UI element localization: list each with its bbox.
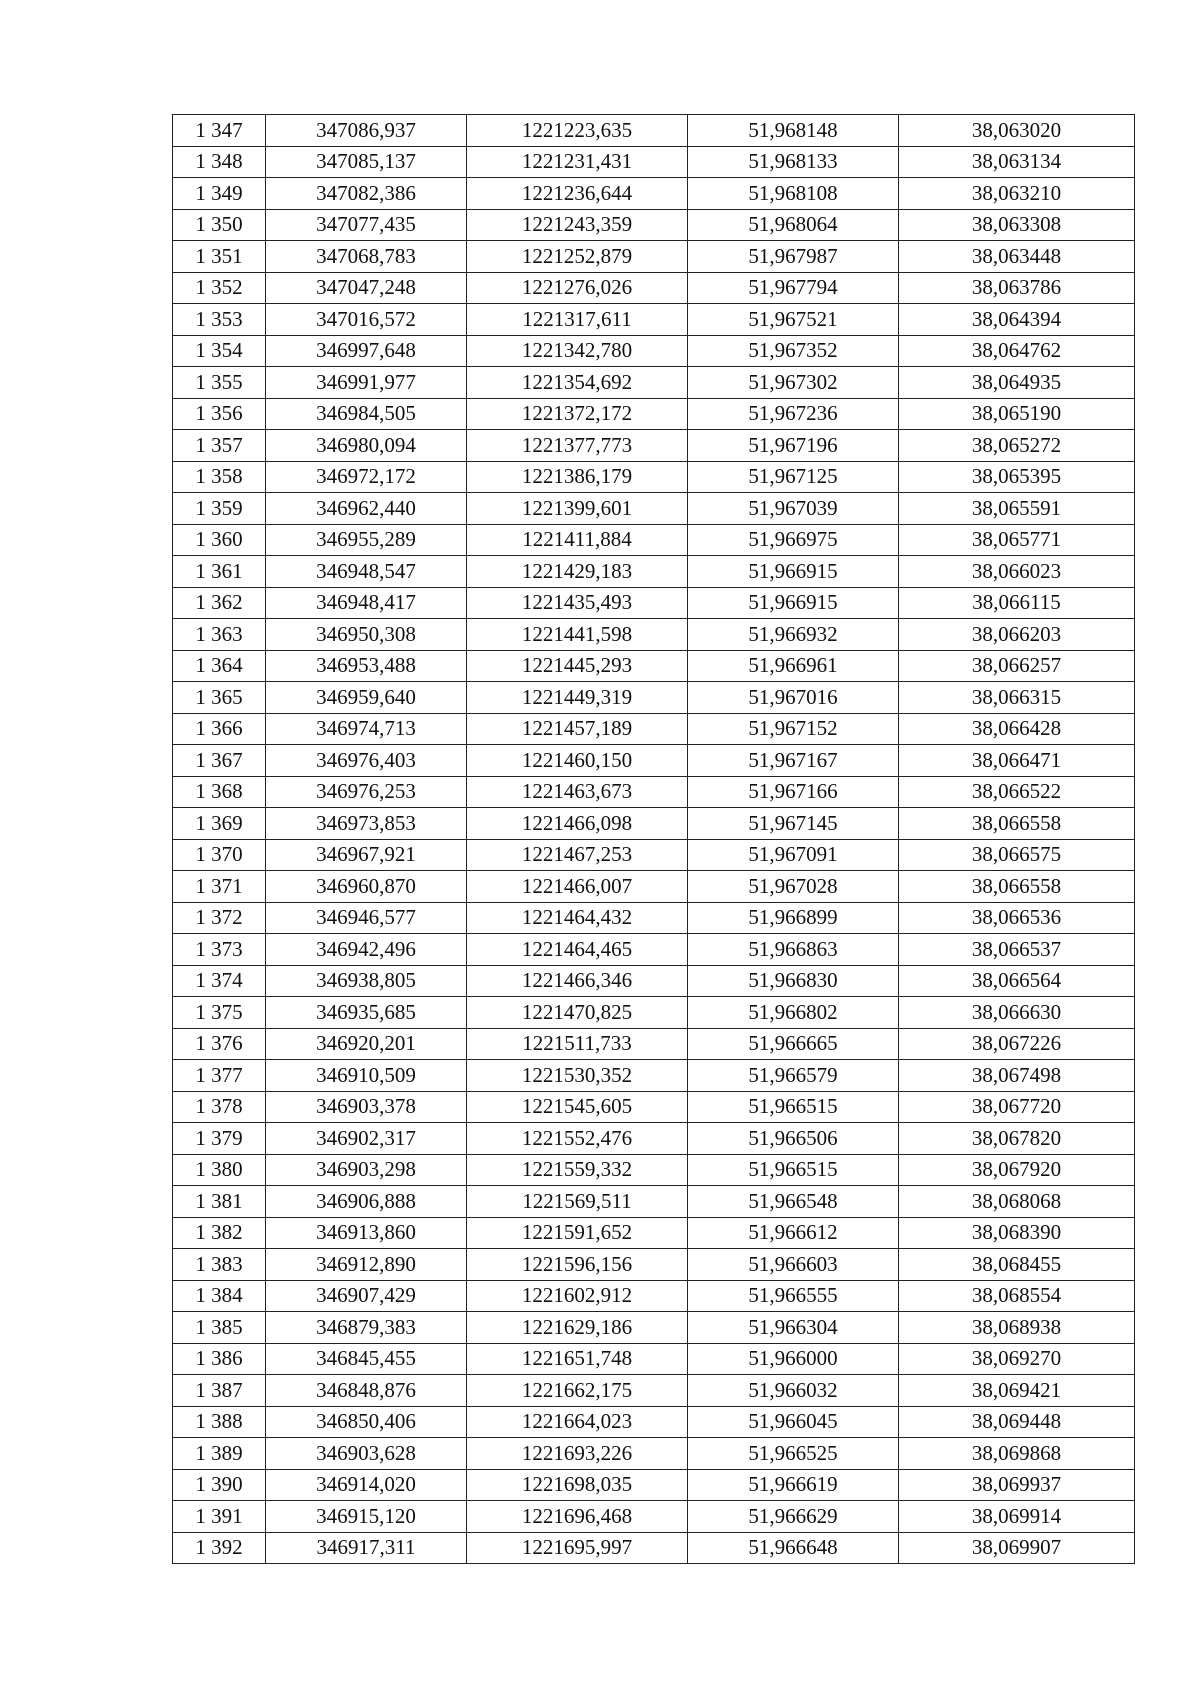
- table-row: [173, 713, 1135, 745]
- table-row: [173, 650, 1135, 682]
- point-number-cell: 1 388: [173, 1406, 266, 1438]
- point-number-cell: 1 363: [173, 619, 266, 651]
- table-row: [173, 335, 1135, 367]
- latitude-cell: 51,966304: [688, 1312, 899, 1344]
- x-coordinate-cell: 346984,505: [266, 398, 467, 430]
- x-coordinate-cell: 346950,308: [266, 619, 467, 651]
- longitude-cell: 38,068390: [899, 1217, 1135, 1249]
- x-coordinate-cell: 346959,640: [266, 682, 467, 714]
- latitude-cell: 51,967091: [688, 839, 899, 871]
- longitude-cell: 38,069914: [899, 1501, 1135, 1533]
- y-coordinate-cell: 1221223,635: [467, 115, 688, 147]
- longitude-cell: 38,068938: [899, 1312, 1135, 1344]
- table-row: [173, 619, 1135, 651]
- point-number-cell: 1 355: [173, 367, 266, 399]
- latitude-cell: 51,966032: [688, 1375, 899, 1407]
- x-coordinate-cell: 346906,888: [266, 1186, 467, 1218]
- table-row: [173, 1501, 1135, 1533]
- longitude-cell: 38,066522: [899, 776, 1135, 808]
- x-coordinate-cell: 346903,298: [266, 1154, 467, 1186]
- y-coordinate-cell: 1221243,359: [467, 209, 688, 241]
- table-row: [173, 556, 1135, 588]
- point-number-cell: 1 347: [173, 115, 266, 147]
- table-row: [173, 808, 1135, 840]
- y-coordinate-cell: 1221252,879: [467, 241, 688, 273]
- latitude-cell: 51,966603: [688, 1249, 899, 1281]
- y-coordinate-cell: 1221662,175: [467, 1375, 688, 1407]
- latitude-cell: 51,966000: [688, 1343, 899, 1375]
- y-coordinate-cell: 1221276,026: [467, 272, 688, 304]
- point-number-cell: 1 359: [173, 493, 266, 525]
- x-coordinate-cell: 346976,403: [266, 745, 467, 777]
- y-coordinate-cell: 1221596,156: [467, 1249, 688, 1281]
- longitude-cell: 38,069270: [899, 1343, 1135, 1375]
- x-coordinate-cell: 346976,253: [266, 776, 467, 808]
- y-coordinate-cell: 1221467,253: [467, 839, 688, 871]
- latitude-cell: 51,967352: [688, 335, 899, 367]
- table-row: [173, 1312, 1135, 1344]
- latitude-cell: 51,968108: [688, 178, 899, 210]
- longitude-cell: 38,063308: [899, 209, 1135, 241]
- latitude-cell: 51,967794: [688, 272, 899, 304]
- point-number-cell: 1 360: [173, 524, 266, 556]
- table-row: [173, 587, 1135, 619]
- longitude-cell: 38,066428: [899, 713, 1135, 745]
- x-coordinate-cell: 346962,440: [266, 493, 467, 525]
- point-number-cell: 1 384: [173, 1280, 266, 1312]
- table-row: [173, 398, 1135, 430]
- longitude-cell: 38,067226: [899, 1028, 1135, 1060]
- table-row: [173, 871, 1135, 903]
- latitude-cell: 51,966648: [688, 1532, 899, 1564]
- x-coordinate-cell: 346942,496: [266, 934, 467, 966]
- y-coordinate-cell: 1221696,468: [467, 1501, 688, 1533]
- latitude-cell: 51,966555: [688, 1280, 899, 1312]
- table-row: [173, 493, 1135, 525]
- point-number-cell: 1 390: [173, 1469, 266, 1501]
- x-coordinate-cell: 346948,547: [266, 556, 467, 588]
- point-number-cell: 1 370: [173, 839, 266, 871]
- latitude-cell: 51,967302: [688, 367, 899, 399]
- longitude-cell: 38,063210: [899, 178, 1135, 210]
- x-coordinate-cell: 346946,577: [266, 902, 467, 934]
- latitude-cell: 51,967152: [688, 713, 899, 745]
- coordinates-table: [172, 114, 1135, 1564]
- y-coordinate-cell: 1221466,346: [467, 965, 688, 997]
- latitude-cell: 51,967016: [688, 682, 899, 714]
- y-coordinate-cell: 1221354,692: [467, 367, 688, 399]
- y-coordinate-cell: 1221466,007: [467, 871, 688, 903]
- table-row: [173, 1375, 1135, 1407]
- point-number-cell: 1 352: [173, 272, 266, 304]
- point-number-cell: 1 368: [173, 776, 266, 808]
- latitude-cell: 51,966045: [688, 1406, 899, 1438]
- point-number-cell: 1 386: [173, 1343, 266, 1375]
- point-number-cell: 1 371: [173, 871, 266, 903]
- x-coordinate-cell: 346980,094: [266, 430, 467, 462]
- x-coordinate-cell: 346960,870: [266, 871, 467, 903]
- longitude-cell: 38,064762: [899, 335, 1135, 367]
- point-number-cell: 1 353: [173, 304, 266, 336]
- y-coordinate-cell: 1221602,912: [467, 1280, 688, 1312]
- longitude-cell: 38,066023: [899, 556, 1135, 588]
- longitude-cell: 38,066630: [899, 997, 1135, 1029]
- x-coordinate-cell: 346948,417: [266, 587, 467, 619]
- latitude-cell: 51,966548: [688, 1186, 899, 1218]
- y-coordinate-cell: 1221399,601: [467, 493, 688, 525]
- x-coordinate-cell: 346997,648: [266, 335, 467, 367]
- latitude-cell: 51,967236: [688, 398, 899, 430]
- x-coordinate-cell: 346953,488: [266, 650, 467, 682]
- y-coordinate-cell: 1221698,035: [467, 1469, 688, 1501]
- longitude-cell: 38,065190: [899, 398, 1135, 430]
- point-number-cell: 1 351: [173, 241, 266, 273]
- x-coordinate-cell: 347068,783: [266, 241, 467, 273]
- point-number-cell: 1 358: [173, 461, 266, 493]
- y-coordinate-cell: 1221317,611: [467, 304, 688, 336]
- table-row: [173, 524, 1135, 556]
- y-coordinate-cell: 1221429,183: [467, 556, 688, 588]
- table-row: [173, 1249, 1135, 1281]
- table-row: [173, 839, 1135, 871]
- longitude-cell: 38,068455: [899, 1249, 1135, 1281]
- latitude-cell: 51,968133: [688, 146, 899, 178]
- point-number-cell: 1 375: [173, 997, 266, 1029]
- y-coordinate-cell: 1221530,352: [467, 1060, 688, 1092]
- y-coordinate-cell: 1221470,825: [467, 997, 688, 1029]
- x-coordinate-cell: 346972,172: [266, 461, 467, 493]
- point-number-cell: 1 366: [173, 713, 266, 745]
- x-coordinate-cell: 346903,628: [266, 1438, 467, 1470]
- x-coordinate-cell: 346967,921: [266, 839, 467, 871]
- table-row: [173, 1469, 1135, 1501]
- latitude-cell: 51,966915: [688, 556, 899, 588]
- x-coordinate-cell: 347016,572: [266, 304, 467, 336]
- x-coordinate-cell: 346955,289: [266, 524, 467, 556]
- latitude-cell: 51,966515: [688, 1091, 899, 1123]
- longitude-cell: 38,063448: [899, 241, 1135, 273]
- y-coordinate-cell: 1221464,432: [467, 902, 688, 934]
- point-number-cell: 1 374: [173, 965, 266, 997]
- table-row: [173, 146, 1135, 178]
- longitude-cell: 38,064394: [899, 304, 1135, 336]
- longitude-cell: 38,066564: [899, 965, 1135, 997]
- x-coordinate-cell: 346850,406: [266, 1406, 467, 1438]
- point-number-cell: 1 376: [173, 1028, 266, 1060]
- table-row: [173, 1091, 1135, 1123]
- point-number-cell: 1 380: [173, 1154, 266, 1186]
- y-coordinate-cell: 1221511,733: [467, 1028, 688, 1060]
- x-coordinate-cell: 347085,137: [266, 146, 467, 178]
- longitude-cell: 38,065771: [899, 524, 1135, 556]
- latitude-cell: 51,966802: [688, 997, 899, 1029]
- point-number-cell: 1 367: [173, 745, 266, 777]
- point-number-cell: 1 389: [173, 1438, 266, 1470]
- x-coordinate-cell: 346879,383: [266, 1312, 467, 1344]
- y-coordinate-cell: 1221460,150: [467, 745, 688, 777]
- latitude-cell: 51,967166: [688, 776, 899, 808]
- table-row: [173, 776, 1135, 808]
- point-number-cell: 1 356: [173, 398, 266, 430]
- y-coordinate-cell: 1221445,293: [467, 650, 688, 682]
- longitude-cell: 38,069448: [899, 1406, 1135, 1438]
- x-coordinate-cell: 346907,429: [266, 1280, 467, 1312]
- longitude-cell: 38,067720: [899, 1091, 1135, 1123]
- table-row: [173, 1532, 1135, 1564]
- longitude-cell: 38,063020: [899, 115, 1135, 147]
- table-row: [173, 997, 1135, 1029]
- longitude-cell: 38,066471: [899, 745, 1135, 777]
- longitude-cell: 38,066558: [899, 808, 1135, 840]
- x-coordinate-cell: 346920,201: [266, 1028, 467, 1060]
- longitude-cell: 38,065272: [899, 430, 1135, 462]
- table-row: [173, 1406, 1135, 1438]
- y-coordinate-cell: 1221464,465: [467, 934, 688, 966]
- latitude-cell: 51,966915: [688, 587, 899, 619]
- x-coordinate-cell: 346903,378: [266, 1091, 467, 1123]
- longitude-cell: 38,066257: [899, 650, 1135, 682]
- table-row: [173, 461, 1135, 493]
- x-coordinate-cell: 346902,317: [266, 1123, 467, 1155]
- longitude-cell: 38,068554: [899, 1280, 1135, 1312]
- y-coordinate-cell: 1221342,780: [467, 335, 688, 367]
- table-row: [173, 178, 1135, 210]
- y-coordinate-cell: 1221591,652: [467, 1217, 688, 1249]
- point-number-cell: 1 365: [173, 682, 266, 714]
- x-coordinate-cell: 346912,890: [266, 1249, 467, 1281]
- y-coordinate-cell: 1221449,319: [467, 682, 688, 714]
- table-row: [173, 304, 1135, 336]
- coordinates-table-body: [173, 115, 1135, 1564]
- point-number-cell: 1 362: [173, 587, 266, 619]
- latitude-cell: 51,967196: [688, 430, 899, 462]
- point-number-cell: 1 373: [173, 934, 266, 966]
- point-number-cell: 1 378: [173, 1091, 266, 1123]
- x-coordinate-cell: 346974,713: [266, 713, 467, 745]
- x-coordinate-cell: 346973,853: [266, 808, 467, 840]
- point-number-cell: 1 369: [173, 808, 266, 840]
- longitude-cell: 38,063786: [899, 272, 1135, 304]
- y-coordinate-cell: 1221466,098: [467, 808, 688, 840]
- point-number-cell: 1 357: [173, 430, 266, 462]
- x-coordinate-cell: 346848,876: [266, 1375, 467, 1407]
- table-row: [173, 745, 1135, 777]
- table-row: [173, 1060, 1135, 1092]
- table-row: [173, 367, 1135, 399]
- table-row: [173, 1186, 1135, 1218]
- longitude-cell: 38,063134: [899, 146, 1135, 178]
- longitude-cell: 38,065395: [899, 461, 1135, 493]
- table-row: [173, 934, 1135, 966]
- table-row: [173, 430, 1135, 462]
- latitude-cell: 51,968064: [688, 209, 899, 241]
- latitude-cell: 51,967521: [688, 304, 899, 336]
- latitude-cell: 51,966863: [688, 934, 899, 966]
- latitude-cell: 51,966899: [688, 902, 899, 934]
- table-row: [173, 1217, 1135, 1249]
- latitude-cell: 51,966932: [688, 619, 899, 651]
- table-row: [173, 902, 1135, 934]
- latitude-cell: 51,966579: [688, 1060, 899, 1092]
- table-row: [173, 1280, 1135, 1312]
- latitude-cell: 51,966515: [688, 1154, 899, 1186]
- latitude-cell: 51,966665: [688, 1028, 899, 1060]
- x-coordinate-cell: 346910,509: [266, 1060, 467, 1092]
- x-coordinate-cell: 346913,860: [266, 1217, 467, 1249]
- y-coordinate-cell: 1221372,172: [467, 398, 688, 430]
- y-coordinate-cell: 1221569,511: [467, 1186, 688, 1218]
- latitude-cell: 51,968148: [688, 115, 899, 147]
- x-coordinate-cell: 346914,020: [266, 1469, 467, 1501]
- point-number-cell: 1 354: [173, 335, 266, 367]
- point-number-cell: 1 383: [173, 1249, 266, 1281]
- point-number-cell: 1 387: [173, 1375, 266, 1407]
- longitude-cell: 38,068068: [899, 1186, 1135, 1218]
- table-row: [173, 1154, 1135, 1186]
- longitude-cell: 38,069907: [899, 1532, 1135, 1564]
- y-coordinate-cell: 1221552,476: [467, 1123, 688, 1155]
- point-number-cell: 1 348: [173, 146, 266, 178]
- latitude-cell: 51,967145: [688, 808, 899, 840]
- y-coordinate-cell: 1221377,773: [467, 430, 688, 462]
- y-coordinate-cell: 1221435,493: [467, 587, 688, 619]
- y-coordinate-cell: 1221386,179: [467, 461, 688, 493]
- table-row: [173, 1123, 1135, 1155]
- x-coordinate-cell: 347082,386: [266, 178, 467, 210]
- latitude-cell: 51,967167: [688, 745, 899, 777]
- longitude-cell: 38,064935: [899, 367, 1135, 399]
- latitude-cell: 51,967028: [688, 871, 899, 903]
- table-row: [173, 682, 1135, 714]
- latitude-cell: 51,966612: [688, 1217, 899, 1249]
- latitude-cell: 51,967039: [688, 493, 899, 525]
- longitude-cell: 38,069937: [899, 1469, 1135, 1501]
- y-coordinate-cell: 1221441,598: [467, 619, 688, 651]
- longitude-cell: 38,066536: [899, 902, 1135, 934]
- x-coordinate-cell: 346845,455: [266, 1343, 467, 1375]
- x-coordinate-cell: 346915,120: [266, 1501, 467, 1533]
- x-coordinate-cell: 346938,805: [266, 965, 467, 997]
- y-coordinate-cell: 1221545,605: [467, 1091, 688, 1123]
- x-coordinate-cell: 347077,435: [266, 209, 467, 241]
- y-coordinate-cell: 1221629,186: [467, 1312, 688, 1344]
- point-number-cell: 1 379: [173, 1123, 266, 1155]
- point-number-cell: 1 382: [173, 1217, 266, 1249]
- latitude-cell: 51,966975: [688, 524, 899, 556]
- longitude-cell: 38,069421: [899, 1375, 1135, 1407]
- longitude-cell: 38,066558: [899, 871, 1135, 903]
- point-number-cell: 1 372: [173, 902, 266, 934]
- point-number-cell: 1 364: [173, 650, 266, 682]
- y-coordinate-cell: 1221457,189: [467, 713, 688, 745]
- longitude-cell: 38,066115: [899, 587, 1135, 619]
- x-coordinate-cell: 347086,937: [266, 115, 467, 147]
- y-coordinate-cell: 1221463,673: [467, 776, 688, 808]
- point-number-cell: 1 381: [173, 1186, 266, 1218]
- latitude-cell: 51,966525: [688, 1438, 899, 1470]
- longitude-cell: 38,066315: [899, 682, 1135, 714]
- point-number-cell: 1 391: [173, 1501, 266, 1533]
- table-row: [173, 115, 1135, 147]
- table-row: [173, 241, 1135, 273]
- latitude-cell: 51,966961: [688, 650, 899, 682]
- table-row: [173, 272, 1135, 304]
- y-coordinate-cell: 1221411,884: [467, 524, 688, 556]
- y-coordinate-cell: 1221695,997: [467, 1532, 688, 1564]
- x-coordinate-cell: 346991,977: [266, 367, 467, 399]
- point-number-cell: 1 385: [173, 1312, 266, 1344]
- x-coordinate-cell: 346935,685: [266, 997, 467, 1029]
- longitude-cell: 38,067920: [899, 1154, 1135, 1186]
- longitude-cell: 38,066537: [899, 934, 1135, 966]
- longitude-cell: 38,067498: [899, 1060, 1135, 1092]
- point-number-cell: 1 361: [173, 556, 266, 588]
- table-row: [173, 965, 1135, 997]
- latitude-cell: 51,966619: [688, 1469, 899, 1501]
- longitude-cell: 38,069868: [899, 1438, 1135, 1470]
- longitude-cell: 38,065591: [899, 493, 1135, 525]
- point-number-cell: 1 350: [173, 209, 266, 241]
- x-coordinate-cell: 346917,311: [266, 1532, 467, 1564]
- point-number-cell: 1 349: [173, 178, 266, 210]
- y-coordinate-cell: 1221693,226: [467, 1438, 688, 1470]
- point-number-cell: 1 377: [173, 1060, 266, 1092]
- latitude-cell: 51,966830: [688, 965, 899, 997]
- point-number-cell: 1 392: [173, 1532, 266, 1564]
- y-coordinate-cell: 1221559,332: [467, 1154, 688, 1186]
- longitude-cell: 38,066203: [899, 619, 1135, 651]
- y-coordinate-cell: 1221651,748: [467, 1343, 688, 1375]
- latitude-cell: 51,966629: [688, 1501, 899, 1533]
- longitude-cell: 38,067820: [899, 1123, 1135, 1155]
- x-coordinate-cell: 347047,248: [266, 272, 467, 304]
- table-row: [173, 209, 1135, 241]
- latitude-cell: 51,966506: [688, 1123, 899, 1155]
- latitude-cell: 51,967987: [688, 241, 899, 273]
- y-coordinate-cell: 1221231,431: [467, 146, 688, 178]
- y-coordinate-cell: 1221236,644: [467, 178, 688, 210]
- table-row: [173, 1028, 1135, 1060]
- latitude-cell: 51,967125: [688, 461, 899, 493]
- table-row: [173, 1438, 1135, 1470]
- table-row: [173, 1343, 1135, 1375]
- y-coordinate-cell: 1221664,023: [467, 1406, 688, 1438]
- longitude-cell: 38,066575: [899, 839, 1135, 871]
